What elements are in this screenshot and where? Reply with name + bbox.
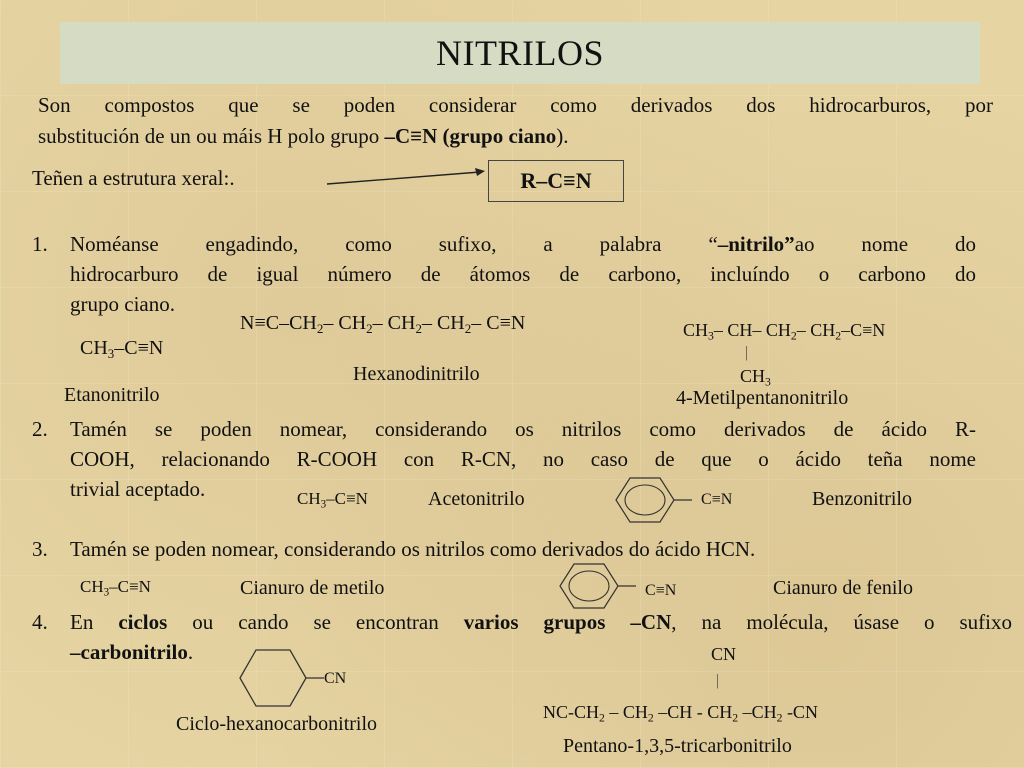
formula-part: –C≡N	[114, 337, 164, 359]
intro-end: ).	[556, 124, 569, 148]
formula-sub: 3	[708, 329, 714, 343]
hexanedinitrile-formula	[240, 312, 525, 335]
rule-1-line-1	[70, 232, 976, 257]
pentane-branch-bond: |	[716, 672, 720, 689]
formula-part: – CH	[372, 312, 416, 334]
rule-4-line-1	[70, 610, 1012, 635]
acetonitrile-formula	[297, 489, 368, 509]
formula-part: –C≡N	[326, 489, 368, 508]
cyano-group-text: –C≡N (grupo ciano	[384, 124, 557, 148]
formula-part: CH	[297, 489, 321, 508]
benzonitrile-group: C≡N	[701, 491, 733, 508]
rule-1-line-3: grupo ciano.	[70, 292, 175, 316]
arrow-icon	[325, 164, 490, 188]
formula-part: – C≡N	[471, 312, 526, 334]
intro-text: substitución de un ou máis H polo grupo	[38, 124, 385, 148]
formula-sub: 2	[415, 320, 422, 336]
rule-4-line-2	[70, 640, 193, 665]
methyl-cyanide-formula	[80, 577, 151, 597]
hexanedinitrile-name: Hexanodinitrilo	[353, 363, 480, 385]
formula-sub: 2	[835, 329, 842, 343]
rule-4-bold: ciclos	[118, 610, 168, 634]
benzene-ring-icon	[604, 474, 696, 526]
ethanenitrile-formula	[80, 337, 163, 360]
formula-sub: 2	[316, 320, 324, 336]
intro-line-1: Son compostos que se poden considerar como derivados dos hidrocarburos, por	[38, 93, 993, 117]
rule-1-suffix: –nitrilo”	[717, 232, 795, 256]
formula-sub: 3	[107, 345, 115, 361]
formula-part: -CN	[782, 702, 818, 722]
ethanenitrile-name: Etanonitrilo	[64, 384, 160, 406]
rule-1-text-c: ao nome do	[794, 232, 976, 256]
rule-2-number: 2.	[32, 417, 48, 441]
phenyl-cyanide-name: Cianuro de fenilo	[773, 577, 913, 599]
formula-part: – CH	[421, 312, 465, 334]
rule-2-line-2: COOH, relacionando R-COOH con R-CN, no caso de que o ácido teña nome	[70, 447, 976, 471]
rule-1-line-2: hidrocarburo de igual número de átomos de carbono, incluíndo o carbono do	[70, 262, 976, 286]
formula-sub: 2	[790, 329, 797, 343]
rule-4-end: .	[187, 640, 194, 664]
methylpentanenitrile-formula	[683, 320, 885, 341]
formula-part: –C≡N	[109, 577, 151, 596]
pentane-formula	[543, 702, 818, 723]
cyclohexane-ring-icon	[232, 646, 328, 710]
formula-part: – CH	[323, 312, 367, 334]
acetonitrile-name: Acetonitrilo	[428, 488, 525, 510]
rule-1-text-a: Noméanse engadindo, como sufixo, a palabra “	[70, 232, 718, 256]
formula-sub: 3	[320, 498, 327, 511]
rule-4-text: ou cando se encontran	[167, 610, 464, 634]
methyl-cyanide-name: Cianuro de metilo	[240, 577, 385, 599]
benzene-ring-icon	[550, 560, 642, 612]
methylpentanenitrile-name: 4-Metilpentanonitrilo	[676, 387, 849, 409]
formula-sub: 3	[765, 375, 771, 389]
rule-4-text: , na molécula, úsase o sufixo	[671, 610, 1013, 634]
rule-1-number: 1.	[32, 232, 48, 256]
pentanetricarbonitrile-name: Pentano-1,3,5-tricarbonitrilo	[563, 735, 792, 757]
formula-part: CH	[740, 366, 766, 386]
pentane-top-cn: CN	[711, 644, 737, 664]
formula-part: –C≡N	[841, 320, 886, 340]
formula-part: – CH	[796, 320, 836, 340]
rule-4-bold: varios grupos –CN	[463, 610, 672, 634]
cyclohexanecarbonitrile-name: Ciclo-hexanocarbonitrilo	[176, 713, 378, 735]
formula-part: –CH - CH	[653, 702, 733, 722]
intro-line-2	[38, 124, 569, 149]
methyl-branch	[740, 366, 771, 387]
formula-part: – CH– CH	[713, 320, 791, 340]
formula-part: – CH	[604, 702, 648, 722]
rule-2-line-3: trivial aceptado.	[70, 477, 206, 501]
formula-part: CH	[80, 577, 104, 596]
formula-part: N≡C–CH	[240, 312, 317, 334]
formula-part: CH	[80, 337, 108, 359]
cyclohexane-group: CN	[324, 670, 347, 687]
rule-3-line-1: Tamén se poden nomear, considerando os nitrilos como derivados do ácido HCN.	[70, 537, 756, 561]
rule-2-line-1: Tamén se poden nomear, considerando os nitrilos como derivados de ácido R-	[70, 417, 976, 441]
title-bar	[60, 22, 980, 84]
branch-bond: |	[745, 344, 749, 361]
formula-sub: 2	[732, 711, 739, 725]
formula-part: –CH	[738, 702, 777, 722]
formula-sub: 2	[647, 711, 654, 725]
general-formula: R–C≡N	[520, 168, 592, 193]
benzonitrile-name: Benzonitrilo	[812, 488, 912, 510]
formula-sub: 2	[599, 711, 605, 725]
rule-4-number: 4.	[32, 610, 48, 634]
page-title: NITRILOS	[436, 33, 604, 73]
rule-4-suffix: –carbonitrilo	[70, 640, 188, 664]
rule-4-text: En	[70, 610, 119, 634]
formula-sub: 2	[464, 320, 472, 336]
formula-sub: 2	[776, 711, 783, 725]
formula-sub: 3	[103, 586, 110, 599]
general-formula-box	[488, 160, 624, 202]
formula-sub: 2	[366, 320, 373, 336]
formula-part: CH	[683, 320, 709, 340]
formula-part: NC-CH	[543, 702, 600, 722]
phenyl-cyanide-group: C≡N	[645, 582, 677, 599]
rule-3-number: 3.	[32, 537, 48, 561]
general-structure-label: Teñen a estrutura xeral:.	[32, 166, 235, 190]
